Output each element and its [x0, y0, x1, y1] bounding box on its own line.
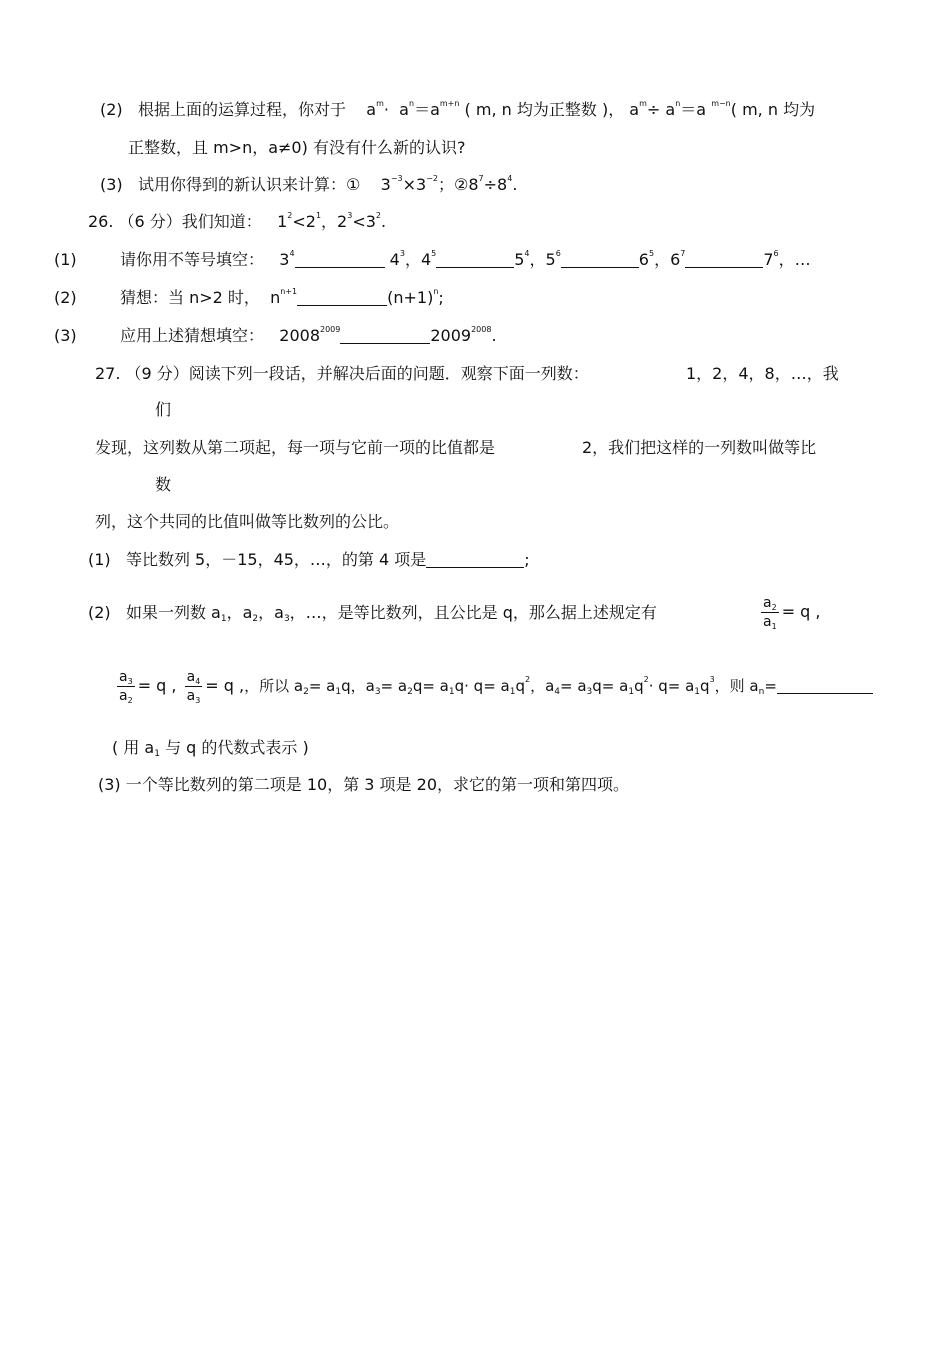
math-sub: 1: [335, 687, 342, 697]
q27-part1-label: (1): [88, 550, 111, 569]
math-term: 7: [763, 250, 774, 269]
math-term: ×3: [402, 175, 427, 194]
math-term: · q= a: [648, 677, 695, 695]
math-exp: 3: [347, 211, 353, 220]
math-term: ＝a: [680, 100, 707, 119]
math-exp: 6: [773, 249, 779, 258]
math-exp: n+1: [280, 287, 298, 296]
math-exp: n: [675, 99, 681, 108]
math-exp: 3: [709, 675, 715, 684]
math-term: ＝a: [414, 100, 440, 119]
math-exp: 2: [287, 211, 293, 220]
math-term: ，5: [529, 250, 556, 269]
math-sub: 4: [195, 677, 201, 686]
math-term: 6: [638, 250, 649, 269]
q25-part2-line1: [100, 99, 815, 121]
math-term: ，6: [654, 250, 681, 269]
math-term: q: [515, 677, 525, 695]
q27-part2-text: 如果一列数 a: [125, 603, 221, 622]
math-cond: ( m, n 均为正整数 )，: [464, 100, 625, 119]
punct: ;: [524, 550, 530, 569]
q25-part2-label: (2): [100, 100, 123, 119]
math-op: ·: [383, 100, 389, 119]
note-text: 与 q 的代数式表示 ): [165, 738, 309, 757]
math-exp: 7: [478, 174, 484, 183]
math-term: n: [270, 288, 281, 307]
q25-part3-label: (3): [100, 175, 123, 194]
q27-line3: 列，这个共同的比值叫做等比数列的公比。: [95, 512, 400, 531]
math-term: a: [629, 100, 640, 119]
q26-part1-body: [120, 249, 811, 271]
math-term: 3: [279, 250, 290, 269]
math-exp: −3: [390, 174, 403, 183]
math-sub: n: [758, 687, 765, 697]
answer-blank[interactable]: [685, 251, 763, 268]
q26-part2-body: [120, 287, 444, 309]
q26-part1-text: 请你用不等号填空：: [120, 250, 265, 269]
frac-den: a: [119, 688, 128, 704]
answer-blank[interactable]: [426, 551, 524, 568]
math-exp: 2008: [471, 325, 492, 334]
math-term: q· q= a: [454, 677, 510, 695]
math-sub: 3: [586, 687, 593, 697]
math-term: 2008: [279, 326, 320, 345]
q27-part1-text: 等比数列 5，－15，45，…，的第 4 项是: [125, 550, 427, 569]
q27-head-wrap: 们: [155, 400, 172, 419]
q26-part2-text: 猜想：当 n>2 时，: [120, 288, 260, 307]
math-sub: 1: [771, 622, 777, 631]
q25-part2-line2: 正整数，且 m>n，a≠0) 有没有什么新的认识?: [128, 138, 466, 157]
math-sub: 1: [220, 614, 227, 624]
math-exp: 5: [431, 249, 437, 258]
answer-blank[interactable]: [777, 677, 873, 694]
math-sub: 2: [127, 696, 133, 705]
math-sub: 1: [448, 687, 455, 697]
math-term: a: [366, 100, 377, 119]
math-term: ÷8: [483, 175, 508, 194]
q26-part2: [54, 287, 77, 309]
math-term: .: [512, 175, 518, 194]
q26-part3-body: [120, 325, 497, 347]
frac-den: a: [763, 614, 772, 630]
math-sub: 1: [694, 687, 701, 697]
math-exp: 5: [648, 249, 655, 258]
math-exp: m: [639, 99, 647, 108]
math-exp: m−n: [711, 99, 731, 108]
q26-title: 26. （6 分）我们知道：: [88, 212, 262, 231]
q27-part2-note: [112, 737, 309, 759]
q27-line2-value: 2，我们把这样的一列数叫做等比: [582, 438, 817, 457]
math-term: q= a: [592, 677, 629, 695]
math-term: ÷ a: [646, 100, 676, 119]
frac-den: a: [186, 688, 196, 704]
answer-blank[interactable]: [297, 289, 387, 306]
math-term: <3: [352, 212, 376, 231]
math-term: q: [634, 677, 644, 695]
math-term: ，则 a: [714, 677, 759, 695]
q27-part2-line2: [114, 668, 873, 705]
math-exp: 7: [680, 249, 686, 258]
math-sub: 2: [771, 603, 777, 612]
q27-line2-wrap: 数: [155, 475, 172, 494]
answer-blank[interactable]: [561, 251, 639, 268]
math-term: 1: [277, 212, 288, 231]
frac-num: a: [186, 669, 196, 685]
math-sub: 2: [407, 687, 413, 697]
math-term: 5: [514, 250, 525, 269]
math-eq: = q ,: [137, 676, 177, 695]
frac-num: a: [763, 595, 772, 611]
math-exp: 2: [643, 675, 649, 684]
math-sub: 1: [628, 687, 635, 697]
math-exp: 4: [507, 174, 513, 183]
q25-part3: [100, 174, 517, 196]
math-term: ，…: [778, 250, 811, 269]
math-exp: 4: [524, 249, 530, 258]
answer-blank[interactable]: [436, 251, 514, 268]
fraction: [117, 668, 135, 705]
math-term: ，4: [404, 250, 432, 269]
answer-blank[interactable]: [340, 327, 430, 344]
math-term: q= a: [412, 677, 449, 695]
math-exp: 6: [555, 249, 561, 258]
math-exp: 2: [375, 211, 382, 220]
q26-part1: [54, 249, 77, 271]
math-term: q: [700, 677, 710, 695]
math-exp: 3: [399, 249, 405, 258]
math-term: (n+1): [387, 288, 434, 307]
math-exp: n: [408, 99, 415, 108]
q26-part3: [54, 325, 77, 347]
q27-frac-group-1: [758, 594, 821, 631]
math-exp: m+n: [439, 99, 460, 108]
math-term: = a: [308, 677, 336, 695]
q26-part1-label: (1): [54, 250, 77, 269]
math-term: .: [491, 326, 497, 345]
q25-part2-text: 根据上面的运算过程，你对于: [137, 100, 346, 119]
math-term: 4: [389, 250, 400, 269]
math-term: ，a: [530, 677, 555, 695]
q26-part2-label: (2): [54, 288, 77, 307]
math-sub: 3: [127, 677, 133, 686]
fraction: [185, 668, 203, 705]
q27-part1: [88, 549, 530, 571]
math-term: ;: [438, 288, 444, 307]
q25-part3-text: 试用你得到的新认识来计算：①: [137, 175, 361, 194]
math-sub: 3: [195, 696, 201, 705]
q27-head: 27. （9 分）阅读下列一段话，并解决后面的问题．观察下面一列数：: [95, 364, 589, 383]
math-exp: m: [376, 99, 384, 108]
math-exp: 4: [289, 249, 295, 258]
frac-num: a: [119, 669, 128, 685]
q27-part3: (3) 一个等比数列的第二项是 10，第 3 项是 20，求它的第一项和第四项。: [98, 775, 629, 794]
math-cond: ( m, n 均为: [730, 100, 816, 119]
math-exp: 1: [315, 211, 322, 220]
math-sub: 3: [283, 614, 290, 624]
math-sub: 1: [509, 687, 516, 697]
math-exp: 2009: [320, 325, 341, 334]
math-term: .: [381, 212, 387, 231]
q26-part3-label: (3): [54, 326, 77, 345]
q27-part2-rule: ，…，是等比数列，且公比是 q，那么据上述规定有: [289, 603, 657, 622]
math-term: = a: [380, 677, 408, 695]
math-term: ，所以 a: [244, 677, 304, 695]
math-sub: 4: [554, 687, 561, 697]
math-term: ，a: [226, 603, 253, 622]
answer-blank[interactable]: [295, 251, 385, 268]
math-term: =: [764, 677, 777, 695]
math-term: ；②8: [438, 175, 479, 194]
math-exp: −2: [426, 174, 439, 183]
math-eq: = q ,: [205, 676, 245, 695]
q27-part2-line1: [88, 600, 657, 626]
math-term: <2: [292, 212, 316, 231]
math-sub: 2: [252, 614, 259, 624]
math-term: ，a: [258, 603, 284, 622]
q26-part3-text: 应用上述猜想填空：: [120, 326, 265, 345]
math-exp: n: [433, 287, 439, 296]
math-sub: 3: [374, 687, 381, 697]
q27-sequence: 1，2，4，8，…，我: [686, 364, 839, 383]
note-text: ( 用 a: [112, 738, 155, 757]
q26-head: [88, 211, 386, 233]
math-term: 2009: [430, 326, 472, 345]
math-term: q，a: [341, 677, 375, 695]
math-sub: 2: [303, 687, 309, 697]
math-term: 3: [380, 175, 391, 194]
math-term: ，2: [321, 212, 348, 231]
q27-line2: 发现，这列数从第二项起，每一项与它前一项的比值都是: [95, 438, 496, 457]
math-eq: = q ,: [781, 602, 821, 621]
fraction: [761, 594, 779, 631]
math-exp: 2: [524, 675, 531, 684]
math-term: a: [399, 100, 409, 119]
math-term: = a: [560, 677, 587, 695]
q27-part2-label: (2): [88, 603, 111, 622]
math-sub: 1: [154, 749, 160, 759]
